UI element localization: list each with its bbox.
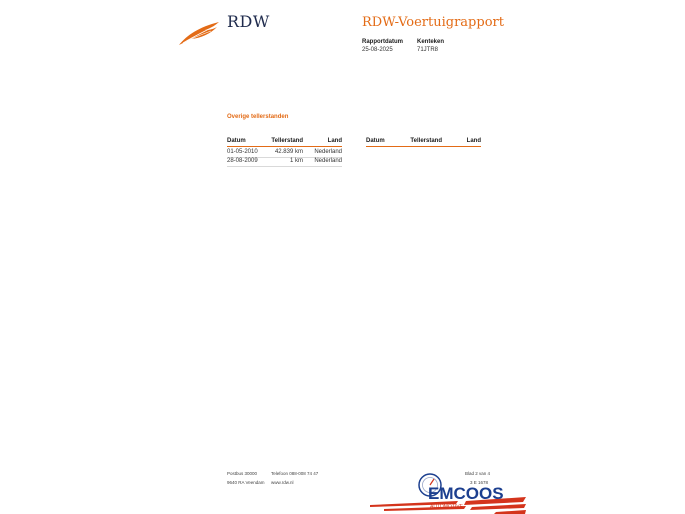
section-title: Overige tellerstanden xyxy=(227,114,289,120)
header-divider xyxy=(227,146,342,147)
column-header-land: Land xyxy=(466,138,481,144)
footer-page-number: Blad 2 van 4 xyxy=(465,471,491,476)
odometer-table-left xyxy=(227,138,342,170)
column-header-land: Land xyxy=(327,138,342,144)
cell-land: Nederland xyxy=(314,158,342,164)
rdw-logo-icon xyxy=(177,21,221,47)
kenteken-label: Kenteken xyxy=(417,39,445,45)
footer-code: 3 E 1678 xyxy=(470,480,489,485)
header-divider xyxy=(366,146,481,147)
row-divider xyxy=(227,166,342,167)
footer-address: 9640 RA Veendam xyxy=(227,480,265,485)
column-header-tellerstand: Tellerstand xyxy=(410,138,442,144)
brand-wordmark: RDW xyxy=(227,12,270,31)
cell-datum: 28-08-2009 xyxy=(227,158,258,164)
column-header-datum: Datum xyxy=(227,138,246,144)
cell-tellerstand: 1 km xyxy=(289,158,303,164)
footer-postbus: Postbus 30000 xyxy=(227,471,258,476)
footer-website: www.rdw.nl xyxy=(271,480,294,485)
footer-phone: Telefoon 088-008 74 47 xyxy=(271,471,319,476)
rapportdatum-value: 25-08-2025 xyxy=(362,47,393,53)
odometer-table-right xyxy=(366,138,481,150)
kenteken-value: 71JTR8 xyxy=(417,47,439,53)
cell-land: Nederland xyxy=(314,149,342,155)
emcoos-wordmark: EMCOOS xyxy=(428,484,504,503)
column-header-datum: Datum xyxy=(366,138,385,144)
emcoos-tagline: AUTOMOTIVE xyxy=(430,504,463,510)
cell-datum: 01-05-2010 xyxy=(227,149,258,155)
rapportdatum-label: Rapportdatum xyxy=(362,39,403,45)
cell-tellerstand: 42.839 km xyxy=(274,149,303,155)
column-header-tellerstand: Tellerstand xyxy=(271,138,303,144)
report-title: RDW-Voertuigrapport xyxy=(362,15,504,30)
emcoos-watermark-logo xyxy=(370,468,526,514)
